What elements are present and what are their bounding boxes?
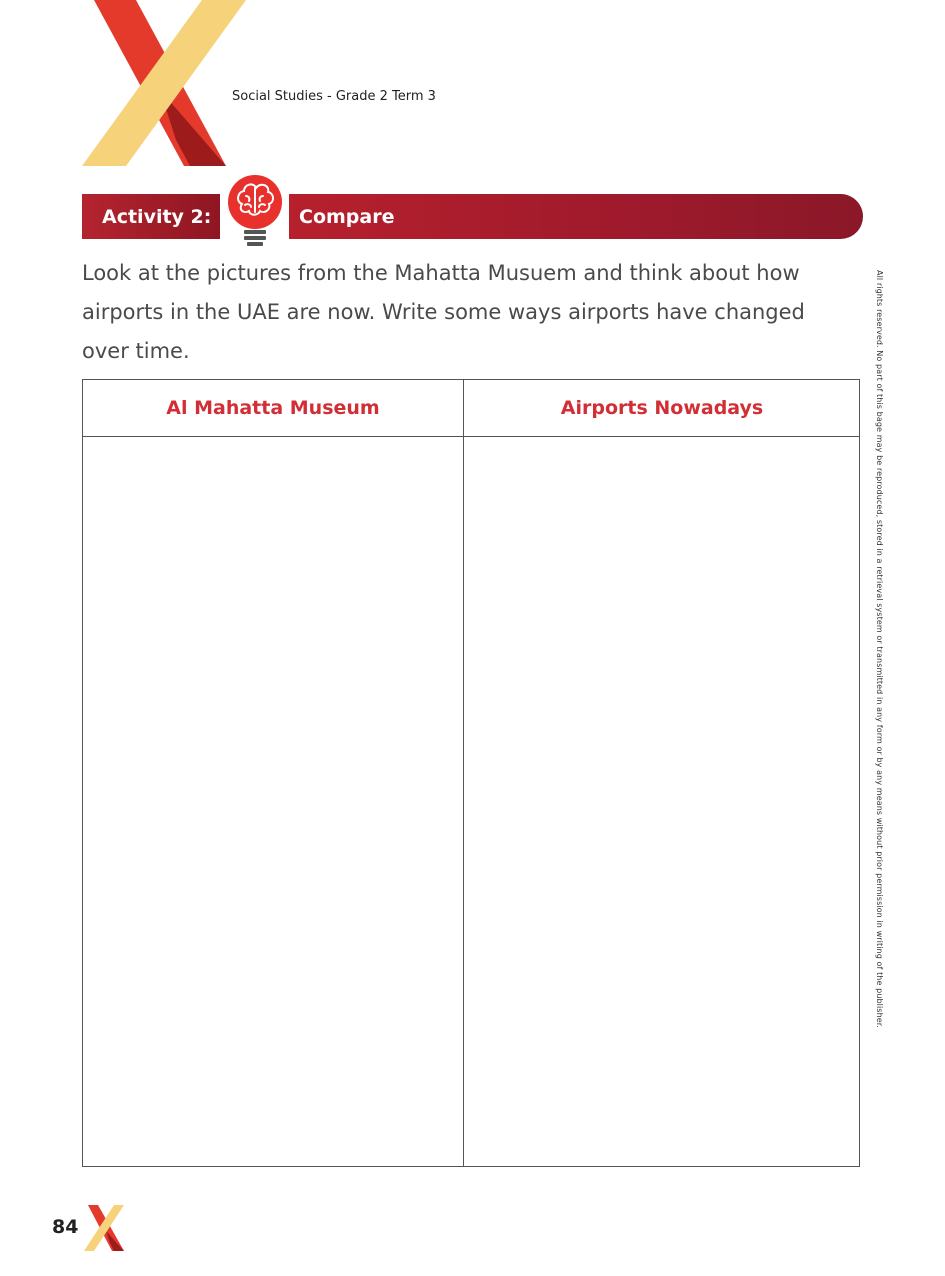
lightbulb-brain-icon (222, 172, 288, 252)
brand-x-logo (80, 0, 250, 166)
activity-label: Activity 2: (102, 206, 212, 228)
comparison-table (82, 379, 860, 1167)
activity-title: Compare (299, 206, 395, 228)
activity-banner (289, 194, 863, 239)
writing-area-al-mahatta-museum[interactable] (83, 437, 463, 1166)
activity-tag (82, 194, 220, 239)
writing-area-airports-nowadays[interactable] (464, 437, 859, 1166)
page-number: 84 (52, 1216, 79, 1238)
activity-instructions: Look at the pictures from the Mahatta Musuem and think about how airports in the UAE are now. Write some ways airports have changed over time. (82, 261, 805, 363)
column-header-airports-nowadays: Airports Nowadays (560, 397, 764, 419)
brand-x-logo-small (84, 1205, 126, 1251)
activity-heading (82, 194, 863, 239)
column-header-al-mahatta-museum: Al Mahatta Museum (166, 397, 380, 419)
subject-grade-header: Social Studies - Grade 2 Term 3 (232, 89, 436, 104)
copyright-notice: All rights reserved. No part of this bage may be reproduced, stored in a retrieval system or transmitted in any form or by any means without prior permission in writing of the publisher. (875, 270, 884, 1029)
